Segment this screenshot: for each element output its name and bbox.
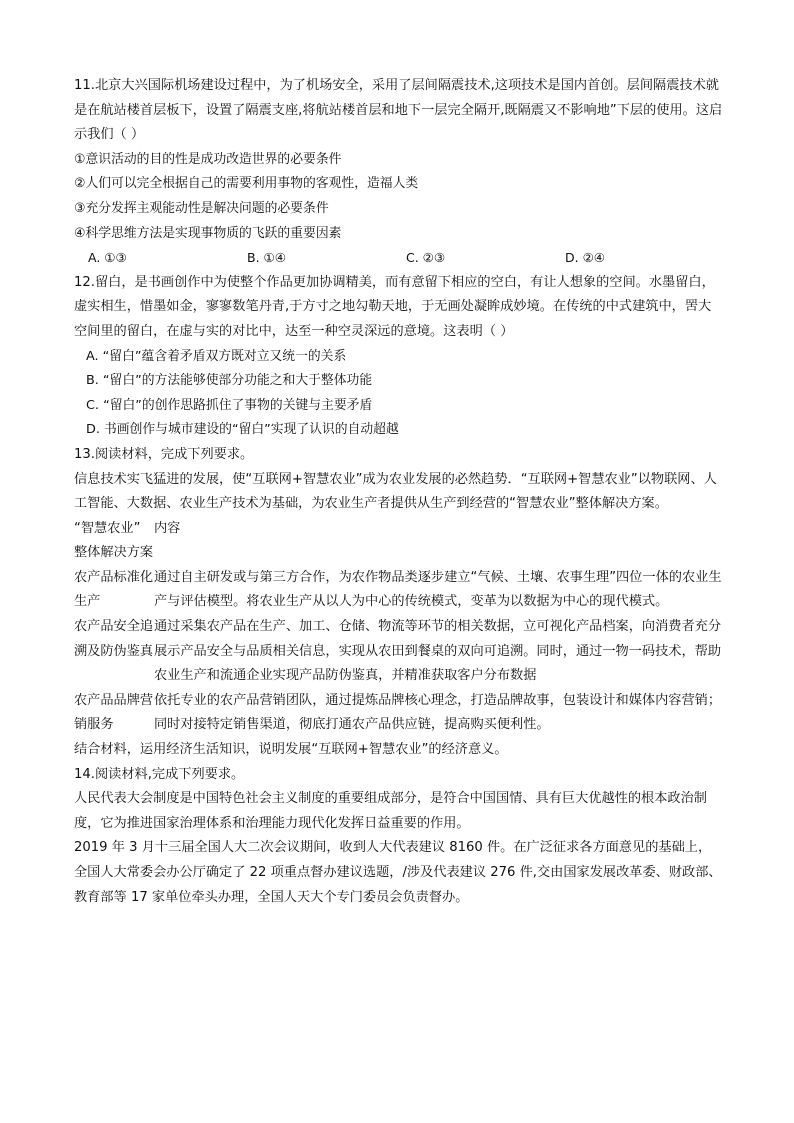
table-header-content: 内容	[154, 520, 181, 536]
q14-para-2: 2019 年 3 月十三届全国人大二次会议期间，收到人大代表建议 8160 件。在广泛征求各方面意见的基础上，全国人大常委会办公厅确定了 22 项重点督办建议选题，/涉及代表建议 276 件,交由国家发展改革委、财政部、教育部等 17 家单位牵头办理，全国人天大个专门委员会负责督办。	[74, 840, 722, 905]
q12-choice-a: A. “留白”蕴含着矛盾双方既对立又统一的关系	[86, 348, 347, 364]
q13-title: 13.阅读材料，完成下列要求。	[74, 446, 254, 462]
row-content: 依托专业的农产品营销团队，通过提炼品牌核心理念，打造品牌故事，包装设计和媒体内容营销；同时对接特定销售渠道，彻底打通农产品供应链，提高购买便利性。	[154, 692, 722, 733]
q11-choice-c: C. ②③	[406, 250, 446, 266]
solution-table	[74, 517, 724, 738]
q11-stem: 11.北京大兴国际机场建设过程中，为了机场安全，采用了层间隔震技术,这项技术是国内首创。层间隔震技术就是在航站楼首层板下，设置了隔震支座,将航站楼首层和地下一层完全隔开,既隔震又不影响地”下层的使用。这启示我们（ ）	[74, 78, 723, 143]
q11-choice-d: D. ②④	[565, 250, 605, 266]
q12-choice-d: D. 书画创作与城市建设的“留白”实现了认识的自动超越	[86, 422, 399, 438]
q12-choice-c: C. “留白”的创作思路抓住了事物的关键与主要矛盾	[86, 397, 373, 413]
q11-item-2: ②人们可以完全根据自己的需要利用事物的客观性，造福人类	[74, 176, 419, 192]
q11-item-4: ④科学思维方法是实现事物质的飞跃的重要因素	[74, 225, 342, 241]
q11-choice-b: B. ①④	[247, 250, 286, 266]
q11-item-1: ①意识活动的目的性是成功改造世界的必要条件	[74, 151, 342, 167]
exam-page	[74, 74, 724, 910]
q11-choice-a: A. ①③	[88, 250, 127, 266]
q11-item-3: ③充分发挥主观能动性是解决问题的必要条件	[74, 200, 329, 216]
q11-choices	[74, 246, 724, 271]
row-content: 通过采集农产品在生产、加工、仓储、物流等环节的相关数据，立可视化产品档案，向消费者充分展示产品安全与品质相关信息，实现从农田到餐桌的双向可追溯。同时，通过一物一码技术，帮助农业生产和流通企业实现产品防伪鉴真，并精准获取客户分布数据	[154, 619, 722, 684]
row-name: 农产品安全追溯及防伪鉴真	[74, 619, 154, 659]
table-row	[74, 689, 724, 738]
row-name: 农产品品牌营销服务	[74, 692, 154, 733]
q14-title: 14.阅读材料,完成下列要求。	[74, 766, 245, 782]
table-header-solution: “智慧农业” 整体解决方案	[74, 520, 154, 561]
q13-material: 信息技术实飞猛进的发展，使“互联网+智慧农业”成为农业发展的必然趋势．“互联网+智慧农业”以物联网、人工智能、大数据、农业生产技术为基础，为农业生产者提供从生产到经营的“智慧农业”整体解决方案。	[74, 471, 717, 512]
table-row	[74, 566, 724, 615]
q12-choice-b: B. “留白”的方法能够使部分功能之和大于整体功能	[86, 373, 373, 389]
table-row	[74, 615, 724, 689]
q12-stem: 12.留白，是书画创作中为使整个作品更加协调精美，而有意留下相应的空白，有让人想象的空间。水墨留白，虚实相生，惜墨如金，寥寥数笔丹青,于方寸之地勾勒天地，于无画处凝眸成妙境。在传统的中式建筑中，罟大空间里的留白，在虚与实的对比中，达至一种空灵深远的意境。这表明（ ）	[74, 274, 715, 339]
q13-question: 结合材料，运用经济生活知识，说明发展“互联网+智慧农业”的经济意义。	[74, 742, 508, 758]
q14-para-1: 人民代表大会制度是中国特色社会主义制度的重要组成部分，是符合中国国情、具有巨大优越性的根本政治制度，它为推进国家治理体系和治理能力现代化发挥日益重要的作用。	[74, 791, 707, 831]
row-content: 通过自主研发或与第三方合作，为农作物品类逐步建立“气候、土壤、农事生理”四位一体的农业生产与评估模型。将农业生产从以人为中心的传统模式，变革为以数据为中心的现代模式。	[154, 569, 722, 610]
row-name: 农产品标准化生产	[74, 569, 154, 610]
